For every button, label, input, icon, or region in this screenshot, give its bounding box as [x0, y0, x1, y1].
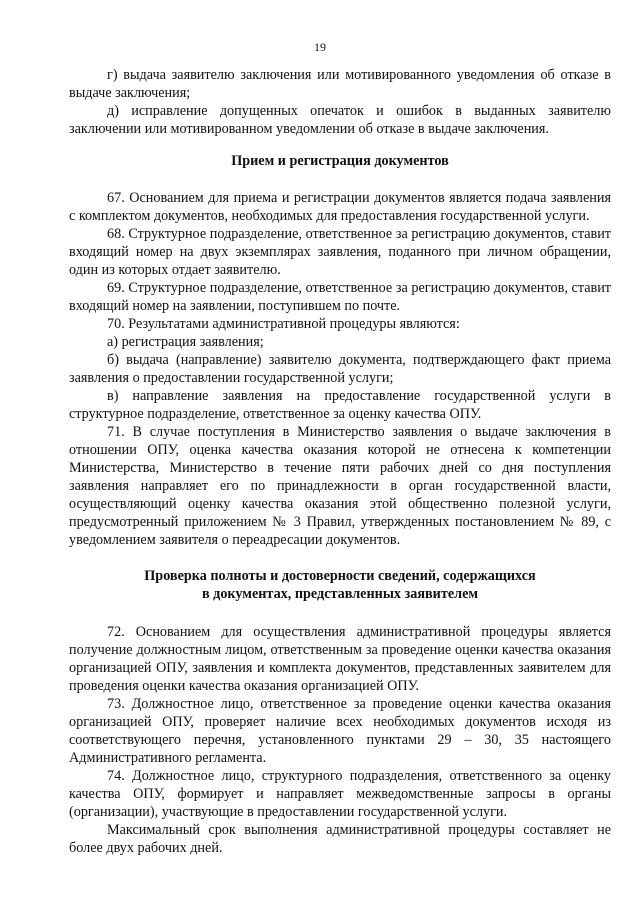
paragraph-max-term: Максимальный срок выполнения административной процедуры составляет не более двух рабочих дней. — [69, 822, 611, 856]
section-heading-reception: Прием и регистрация документов — [231, 153, 449, 169]
document-body — [69, 66, 611, 857]
section-heading-verification-line1: Проверка полноты и достоверности сведений, содержащихся — [144, 568, 536, 584]
paragraph-70: 70. Результатами административной процедуры являются: — [107, 316, 460, 332]
paragraph-g: г) выдача заявителю заключения или мотивированного уведомления об отказе в выдаче заключения; — [69, 67, 611, 101]
section-heading-verification-line2: в документах, представленных заявителем — [201, 586, 479, 602]
paragraph-71: 71. В случае поступления в Министерство заявления о выдаче заключения в отношении ОПУ, оценка качества оказания которой не отнесена к компетенции Министерства, Министерство в течение пяти рабочих дней со дня поступления заявления направляет его по принадлежности в орган государственной власти, осуществляющий оценку качества оказания этой общественно полезной услуги, предусмотренный приложением № 3 Правил, утвержденных постановлением № 89, с уведомлением заявителя о переадресации документов. — [69, 424, 611, 548]
paragraph-67: 67. Основанием для приема и регистрации документов является подача заявления с комплектом документов, необходимых для предоставления государственной услуги. — [69, 190, 611, 224]
paragraph-d: д) исправление допущенных опечаток и ошибок в выданных заявителю заключении или мотивированном уведомлении об отказе в выдаче заключения. — [69, 103, 611, 137]
page-number: 19 — [314, 40, 326, 54]
paragraph-69: 69. Структурное подразделение, ответственное за регистрацию документов, ставит входящий номер на заявлении, поступившем по почте. — [69, 280, 611, 314]
paragraph-73: 73. Должностное лицо, ответственное за проведение оценки качества оказания организацией ОПУ, проверяет наличие всех необходимых документов исходя из соответствующего перечня, установленного пунктами 29 – 30, 35 настоящего Административного регламента. — [69, 696, 611, 766]
paragraph-68: 68. Структурное подразделение, ответственное за регистрацию документов, ставит входящий номер на двух экземплярах заявления, поданного при личном обращении, один из которых отдает заявителю. — [69, 226, 611, 278]
paragraph-74: 74. Должностное лицо, структурного подразделения, ответственного за оценку качества ОПУ, формирует и направляет межведомственные запросы в органы (организации), участвующие в предоставлении государственной услуги. — [69, 768, 611, 820]
paragraph-70b: б) выдача (направление) заявителю документа, подтверждающего факт приема заявления о предоставлении государственной услуги; — [69, 352, 611, 386]
paragraph-72: 72. Основанием для осуществления административной процедуры является получение должностным лицом, ответственным за проведение оценки качества оказания организацией ОПУ, заявления и комплекта документов, представленных заявителем для проведения оценки качества оказания организацией ОПУ. — [69, 624, 611, 694]
paragraph-70a: а) регистрация заявления; — [107, 334, 264, 350]
paragraph-70v: в) направление заявления на предоставление государственной услуги в структурное подразделение, ответственное за оценку качества ОПУ. — [69, 388, 611, 422]
